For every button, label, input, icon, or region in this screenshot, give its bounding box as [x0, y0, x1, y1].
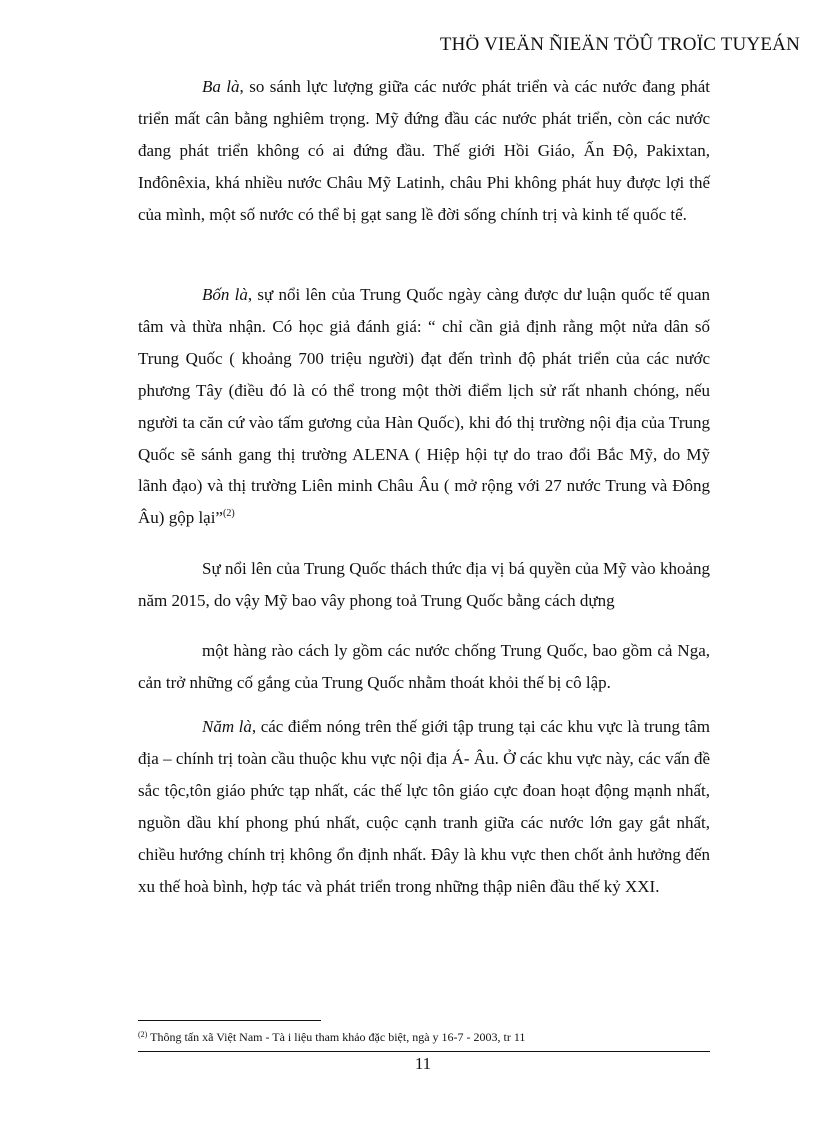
paragraph-lead: Năm là	[202, 717, 252, 736]
page-header-title: THÖ VIEÄN ÑIEÄN TÖÛ TROÏC TUYEÁN	[439, 34, 800, 55]
paragraph-text: Sự nổi lên của Trung Quốc thách thức địa vị bá quyền của Mỹ vào khoảng năm 2015, do vậy Mỹ bao vây phong toả Trung Quốc bằng cách dựng	[138, 559, 710, 610]
paragraph-bon-la	[138, 279, 710, 534]
footnote-separator	[138, 1020, 321, 1021]
footer-divider	[138, 1051, 710, 1052]
paragraph-text: , các điểm nóng trên thế giới tập trung tại các khu vực là trung tâm địa – chính trị toàn cầu thuộc khu vực nội địa Á- Âu. Ở các khu vực này, các vấn đề sắc tộc,tôn giáo phức tạp nhất, các thế lực tôn giáo cực đoan hoạt động mạnh nhất, nguồn dầu khí phong phú nhất, cuộc cạnh tranh giữa các nước lớn gay gắt nhất, chiều hướng chính trị không ổn định nhất. Đây là khu vực then chốt ảnh hưởng đến xu thế hoà bình, hợp tác và phát triển trong những thập niên đầu thế kỷ XXI.	[138, 717, 710, 896]
footnote	[138, 1030, 525, 1045]
footnote-mark: (2)	[138, 1030, 148, 1039]
paragraph-lead: Ba là	[202, 77, 240, 96]
paragraph-ba-la	[138, 71, 710, 231]
paragraph-isolation	[138, 635, 710, 699]
paragraph-lead: Bốn là	[202, 285, 248, 304]
paragraph-nam-la	[138, 711, 710, 902]
footnote-text: Thông tấn xã Việt Nam - Tà i liệu tham khảo đặc biệt, ngà y 16-7 - 2003, tr 11	[147, 1030, 526, 1044]
paragraph-text: một hàng rào cách ly gồm các nước chống Trung Quốc, bao gồm cả Nga, cản trở những cố gắng của Trung Quốc nhằm thoát khỏi thế bị cô lập.	[138, 641, 710, 692]
paragraph-text: , sự nổi lên của Trung Quốc ngày càng được dư luận quốc tế quan tâm và thừa nhận. Có học giả đánh giá: “ chỉ cần giả định rằng một nửa dân số Trung Quốc ( khoảng 700 triệu người) đạt đến trình độ phát triển của các nước phương Tây (điều đó là có thể trong một thời điểm lịch sử rất nhanh chóng, nếu người ta căn cứ vào tấm gương của Hàn Quốc), khi đó thị trường nội địa của Trung Quốc sẽ sánh gang thị trường ALENA ( Hiệp hội tự do trao đổi Bắc Mỹ, do Mỹ lãnh đạo) và thị trường Liên minh Châu Âu ( mở rộng với 27 nước Trung và Đông Âu) gộp lại”	[138, 285, 711, 528]
footnote-reference: (2)	[222, 508, 235, 520]
page-number: 11	[414, 1054, 432, 1073]
paragraph-text: , so sánh lực lượng giữa các nước phát triển và các nước đang phát triển mất cân bằng nghiêm trọng. Mỹ đứng đầu các nước phát triển, còn các nước đang phát triển không có ai đứng đầu. Thế giới Hồi Giáo, Ấn Độ, Pakixtan, Inđônêxia, khá nhiều nước Châu Mỹ Latinh, châu Phi không phát huy được lợi thế của mình, một số nước có thể bị gạt sang lề đời sống chính trị và kinh tế quốc tế.	[138, 77, 710, 224]
paragraph-trung-quoc-rise	[138, 553, 710, 617]
